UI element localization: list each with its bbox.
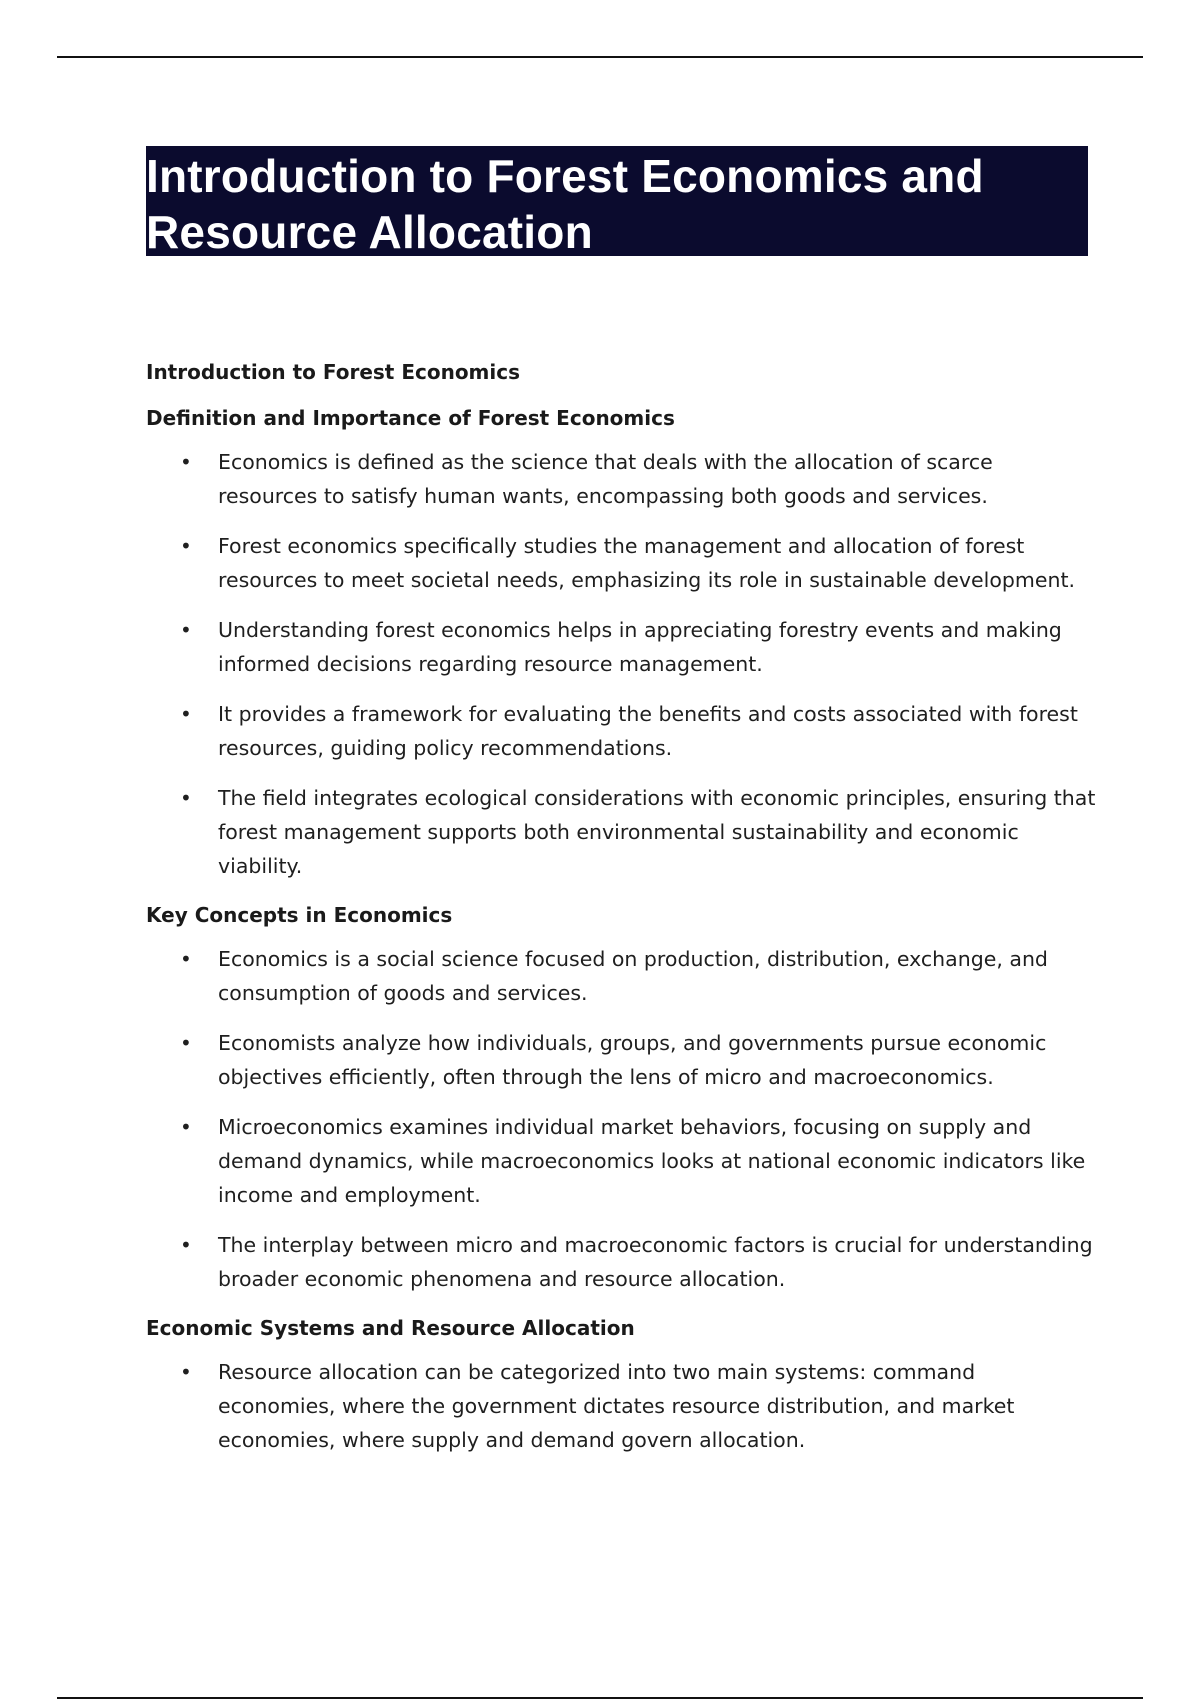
top-divider	[57, 56, 1143, 58]
document-title: Introduction to Forest Economics and Resource Allocation	[146, 150, 984, 258]
list-item: • Forest economics specifically studies the management and allocation of forest resources to meet societal needs, emphasizing its role in sustainable development.	[146, 529, 1096, 597]
list-item: • Microeconomics examines individual market behaviors, focusing on supply and demand dynamics, while macroeconomics looks at national economic indicators like income and employment.	[146, 1110, 1096, 1212]
section-heading: Introduction to Forest Economics	[146, 360, 521, 384]
list-item: • It provides a framework for evaluating the benefits and costs associated with forest resources, guiding policy recommendations.	[146, 697, 1096, 765]
list-item: • The interplay between micro and macroeconomic factors is crucial for understanding broader economic phenomena and resource allocation.	[146, 1228, 1096, 1296]
subsection-heading-economic-systems: Economic Systems and Resource Allocation	[146, 1316, 635, 1340]
list-item: • Economics is defined as the science that deals with the allocation of scarce resources to satisfy human wants, encompassing both goods and services.	[146, 445, 1096, 513]
document-body	[146, 355, 1096, 1457]
list-item: • Economists analyze how individuals, groups, and governments pursue economic objectives efficiently, often through the lens of micro and macroeconomics.	[146, 1026, 1096, 1094]
bullet-list-economic-systems	[146, 1355, 1096, 1457]
list-item: • Resource allocation can be categorized into two main systems: command economies, where the government dictates resource distribution, and market economies, where supply and demand govern allocation.	[146, 1355, 1096, 1457]
list-item: • Economics is a social science focused on production, distribution, exchange, and consumption of goods and services.	[146, 942, 1096, 1010]
bullet-list-definition	[146, 445, 1096, 883]
title-banner	[146, 146, 1088, 256]
subsection-heading-definition: Definition and Importance of Forest Economics	[146, 406, 675, 430]
bottom-divider	[57, 1697, 1143, 1699]
list-item: • Understanding forest economics helps in appreciating forestry events and making informed decisions regarding resource management.	[146, 613, 1096, 681]
subsection-heading-key-concepts: Key Concepts in Economics	[146, 903, 453, 927]
list-item: • The field integrates ecological considerations with economic principles, ensuring that forest management supports both environmental sustainability and economic viability.	[146, 781, 1096, 883]
bullet-list-key-concepts	[146, 942, 1096, 1296]
